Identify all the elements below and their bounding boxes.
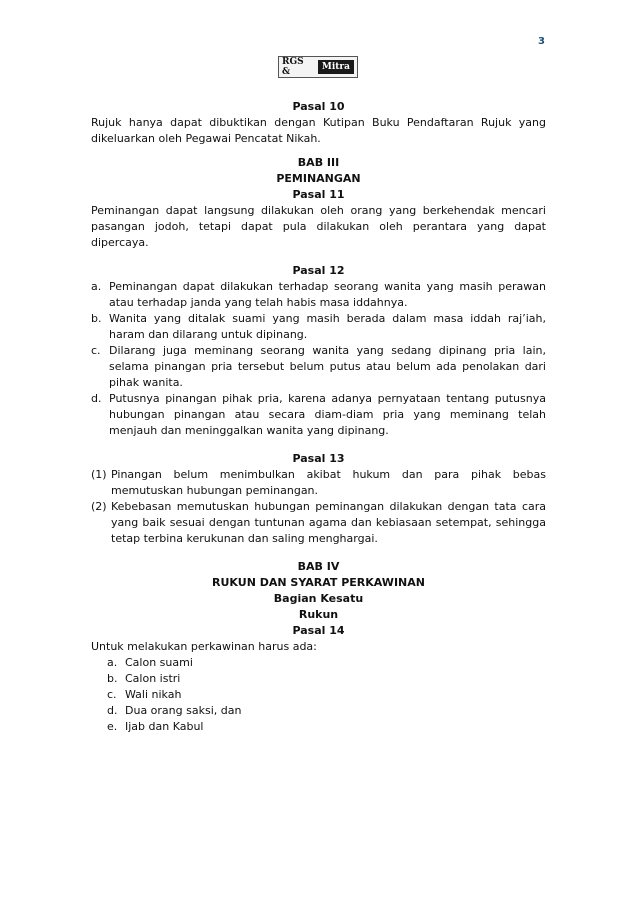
list-marker: (1): [91, 468, 107, 481]
pasal-14-item: [91, 671, 546, 687]
page-number: 3: [538, 36, 545, 47]
list-marker: b.: [91, 312, 102, 325]
list-item-text: Wanita yang ditalak suami yang masih berada dalam masa iddah raj’iah, haram dan dilarang untuk dipinang.: [109, 312, 546, 341]
pasal-10-text: Rujuk hanya dapat dibuktikan dengan Kutipan Buku Pendaftaran Rujuk yang dikeluarkan oleh Pegawai Pencatat Nikah.: [91, 116, 546, 145]
pasal-14-intro: Untuk melakukan perkawinan harus ada:: [91, 640, 317, 653]
list-item-text: Pinangan belum menimbulkan akibat hukum dan para pihak bebas memutuskan hubungan peminangan.: [111, 468, 546, 497]
list-marker: b.: [107, 672, 118, 685]
list-marker: d.: [107, 704, 118, 717]
list-item-text: Putusnya pinangan pihak pria, karena adanya pernyataan tentang putusnya hubungan pinangan atau secara diam-diam pria yang meminang telah menjauh dan meninggalkan wanita yang dipinang.: [109, 392, 546, 437]
list-item-text: Dilarang juga meminang seorang wanita yang sedang dipinang pria lain, selama pinangan pria tersebut belum putus atau belum ada penolakan dari pihak wanita.: [109, 344, 546, 389]
pasal-14-item: [91, 703, 546, 719]
list-item-text: Peminangan dapat dilakukan terhadap seorang wanita yang masih perawan atau terhadap janda yang telah habis masa iddahnya.: [109, 280, 546, 309]
list-item-text: Kebebasan memutuskan hubungan peminangan dilakukan dengan tata cara yang baik sesuai dengan tuntunan agama dan kebiasaan setempat, sehingga tetap terbina kerukunan dan saling menghargai.: [111, 500, 546, 545]
pasal-12-item: [91, 279, 546, 311]
document-body: [91, 99, 546, 735]
pasal-13-item: [91, 467, 546, 499]
pasal-14-item: [91, 687, 546, 703]
list-marker: c.: [91, 344, 101, 357]
pasal-14-title: Pasal 14: [292, 624, 345, 637]
pasal-12-item: [91, 343, 546, 391]
pasal-10-title: Pasal 10: [292, 100, 345, 113]
pasal-14-item: [91, 655, 546, 671]
logo: [278, 56, 358, 78]
list-item-text: Wali nikah: [125, 688, 182, 701]
bagian-title: Bagian Kesatu: [273, 592, 364, 605]
bab-4-title: BAB IV: [297, 560, 340, 573]
list-item-text: Dua orang saksi, dan: [125, 704, 242, 717]
pasal-12-item: [91, 311, 546, 343]
pasal-11-text: Peminangan dapat langsung dilakukan oleh orang yang berkehendak mencari pasangan jodoh, tetapi dapat pula dilakukan oleh perantara yang dapat dipercaya.: [91, 204, 546, 249]
logo-text-secondary: Mitra: [318, 60, 354, 74]
list-item-text: Calon istri: [125, 672, 181, 685]
list-marker: (2): [91, 500, 107, 513]
list-marker: a.: [107, 656, 118, 669]
bab-3-title: BAB III: [297, 156, 340, 169]
bab-4-subtitle: RUKUN DAN SYARAT PERKAWINAN: [212, 576, 425, 589]
pasal-12-item: [91, 391, 546, 439]
pasal-13-item: [91, 499, 546, 547]
list-marker: c.: [107, 688, 117, 701]
pasal-13-title: Pasal 13: [292, 452, 345, 465]
pasal-14-item: [91, 719, 546, 735]
logo-text-primary: RGS &: [282, 57, 304, 77]
pasal-11-title: Pasal 11: [292, 188, 345, 201]
pasal-12-title: Pasal 12: [292, 264, 345, 277]
list-item-text: Calon suami: [125, 656, 193, 669]
list-marker: e.: [107, 720, 118, 733]
rukun-title: Rukun: [298, 608, 339, 621]
list-marker: a.: [91, 280, 102, 293]
list-marker: d.: [91, 392, 102, 405]
bab-3-subtitle: PEMINANGAN: [276, 172, 361, 185]
list-item-text: Ijab dan Kabul: [125, 720, 204, 733]
